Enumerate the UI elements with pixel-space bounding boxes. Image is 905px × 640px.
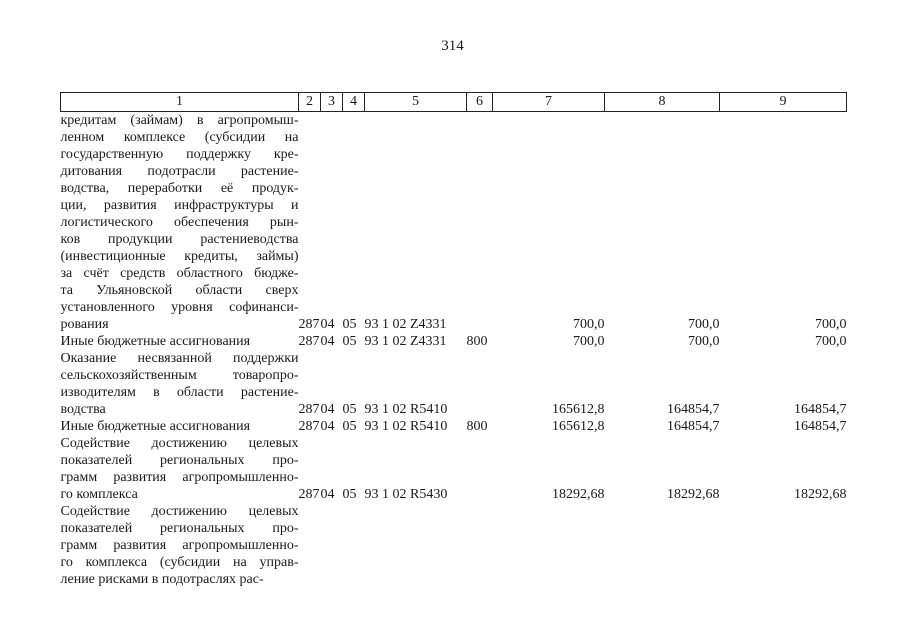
amount-col-7: 165612,8 — [552, 419, 605, 434]
budget-table — [60, 92, 847, 588]
column-header-5: 5 — [365, 93, 467, 112]
target-article: 93 1 02 R5430 — [364, 487, 448, 502]
subsection-code: 05 — [342, 487, 357, 502]
admin-code: 287 — [298, 419, 320, 434]
subsection-code: 05 — [342, 402, 357, 417]
row-name — [61, 333, 299, 350]
row-name-line: кредитам (займам) в агропромыш- — [60, 113, 299, 128]
column-header-1: 1 — [61, 93, 299, 112]
table-row — [61, 350, 847, 418]
amount-col-9: 700,0 — [815, 317, 847, 332]
section-code: 04 — [320, 402, 335, 417]
table-row — [61, 112, 847, 334]
amount-col-9: 18292,68 — [794, 487, 847, 502]
row-name-line: Иные бюджетные ассигнования — [60, 334, 251, 349]
row-name-line: изводителям в области растение- — [60, 385, 299, 400]
page-number: 314 — [441, 38, 464, 54]
row-name-line: Оказание несвязанной поддержки — [60, 351, 299, 366]
row-name-line: рования — [60, 317, 109, 332]
table-row — [61, 333, 847, 350]
target-article: 93 1 02 Z4331 — [364, 334, 447, 349]
row-name-line: показателей региональных про- — [60, 453, 299, 468]
admin-code: 287 — [298, 402, 320, 417]
amount-col-8 — [605, 503, 720, 588]
row-name-line: логистического обеспечения рын- — [60, 215, 299, 230]
row-name-line: грамм развития агропромышленно- — [60, 538, 299, 553]
amount-col-8: 700,0 — [688, 334, 720, 349]
target-article — [365, 503, 467, 588]
row-name — [61, 503, 299, 588]
row-name-line: за счёт средств областного бюдже- — [60, 266, 299, 281]
amount-col-8: 700,0 — [688, 317, 720, 332]
column-header-4: 4 — [343, 93, 365, 112]
amount-col-7 — [493, 503, 605, 588]
subsection-code — [343, 503, 365, 588]
row-name-line: Содействие достижению целевых — [60, 436, 299, 451]
subsection-code: 05 — [342, 419, 357, 434]
admin-code: 287 — [298, 334, 320, 349]
target-article: 93 1 02 R5410 — [364, 402, 448, 417]
section-code: 04 — [320, 419, 335, 434]
amount-col-9 — [720, 503, 847, 588]
admin-code: 287 — [298, 317, 320, 332]
row-name-line: та Ульяновской области сверх — [60, 283, 299, 298]
expense-type — [467, 435, 493, 503]
target-article: 93 1 02 Z4331 — [364, 317, 447, 332]
row-name — [61, 418, 299, 435]
table-row — [61, 435, 847, 503]
column-header-6: 6 — [467, 93, 493, 112]
row-name-line: го комплекса — [60, 487, 138, 502]
table-row — [61, 503, 847, 588]
expense-type: 800 — [466, 419, 488, 434]
row-name-line: сельскохозяйственным товаропро- — [60, 368, 299, 383]
row-name-line: Иные бюджетные ассигнования — [60, 419, 251, 434]
target-article: 93 1 02 R5410 — [364, 419, 448, 434]
subsection-code: 05 — [342, 334, 357, 349]
column-header-2: 2 — [299, 93, 321, 112]
row-name-line: водства — [60, 402, 106, 417]
row-name-line: го комплекса (субсидии на управ- — [60, 555, 299, 570]
amount-col-8: 18292,68 — [667, 487, 720, 502]
table-body — [61, 112, 847, 589]
subsection-code: 05 — [342, 317, 357, 332]
row-name-line: водства, переработки её продук- — [60, 181, 299, 196]
amount-col-9: 700,0 — [815, 334, 847, 349]
admin-code: 287 — [298, 487, 320, 502]
row-name-line: показателей региональных про- — [60, 521, 299, 536]
column-header-3: 3 — [321, 93, 343, 112]
header-row — [61, 93, 847, 112]
section-code: 04 — [320, 487, 335, 502]
expense-type — [467, 503, 493, 588]
table-row — [61, 418, 847, 435]
amount-col-7: 700,0 — [573, 334, 605, 349]
admin-code — [299, 503, 321, 588]
column-header-9: 9 — [720, 93, 847, 112]
row-name-line: ции, развития инфраструктуры и — [60, 198, 299, 213]
section-code: 04 — [320, 334, 335, 349]
amount-col-7: 18292,68 — [552, 487, 605, 502]
amount-col-9: 164854,7 — [794, 419, 847, 434]
row-name-line: установленного уровня софинанси- — [60, 300, 299, 315]
row-name — [61, 350, 299, 418]
row-name-line: (инвестиционные кредиты, займы) — [60, 249, 299, 264]
row-name-line: ленном комплексе (субсидии на — [60, 130, 299, 145]
row-name-line: ков продукции растениеводства — [60, 232, 299, 247]
expense-type — [467, 112, 493, 334]
row-name-line: Содействие достижению целевых — [60, 504, 299, 519]
amount-col-8: 164854,7 — [667, 419, 720, 434]
column-header-8: 8 — [605, 93, 720, 112]
amount-col-9: 164854,7 — [794, 402, 847, 417]
row-name-line: дитования подотрасли растение- — [60, 164, 299, 179]
row-name-line: грамм развития агропромышленно- — [60, 470, 299, 485]
row-name — [61, 112, 299, 334]
amount-col-7: 700,0 — [573, 317, 605, 332]
row-name — [61, 435, 299, 503]
section-code — [321, 503, 343, 588]
row-name-line: государственную поддержку кре- — [60, 147, 299, 162]
amount-col-8: 164854,7 — [667, 402, 720, 417]
row-name-line: ление рисками в подотраслях рас- — [60, 572, 264, 587]
amount-col-7: 165612,8 — [552, 402, 605, 417]
section-code: 04 — [320, 317, 335, 332]
expense-type — [467, 350, 493, 418]
column-header-7: 7 — [493, 93, 605, 112]
expense-type: 800 — [466, 334, 488, 349]
